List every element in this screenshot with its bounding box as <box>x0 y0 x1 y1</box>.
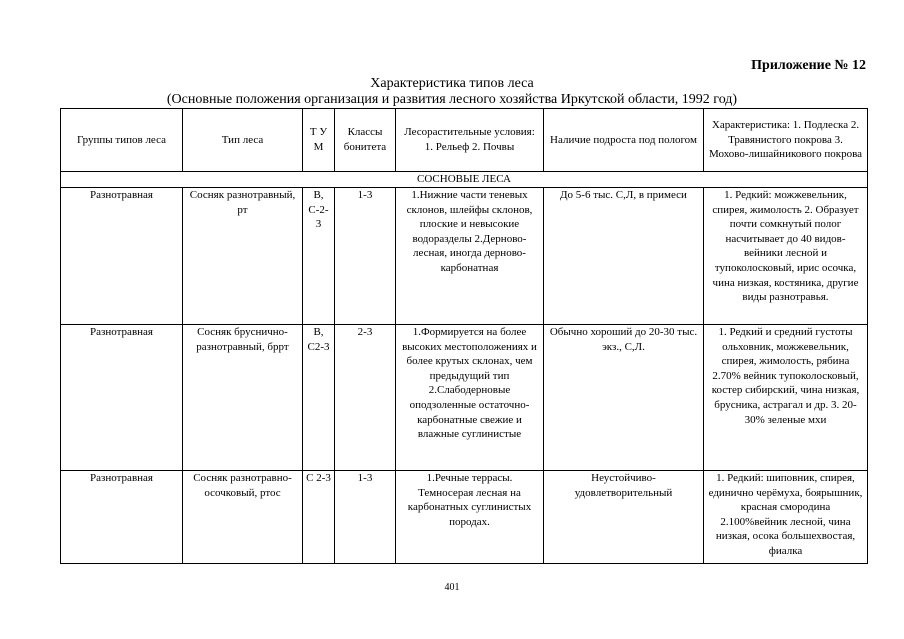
table-row <box>61 188 868 325</box>
document-title: Характеристика типов леса <box>370 76 534 91</box>
cell-bonitet: 2-3 <box>335 325 396 471</box>
header-characteristic: Характеристика: 1. Подлеска 2. Травянистого покрова 3. Мохово-лишайникового покрова <box>704 109 868 172</box>
header-bonitet: Классы бонитета <box>335 109 396 172</box>
cell-undergrowth: Обычно хороший до 20-30 тыс. экз., С,Л. <box>544 325 704 471</box>
header-conditions: Лесорастительные условия: 1. Рельеф 2. Почвы <box>396 109 544 172</box>
appendix-label: Приложение № 12 <box>751 58 866 73</box>
header-tum: Т У М <box>303 109 335 172</box>
header-type: Тип леса <box>183 109 303 172</box>
header-group: Группы типов леса <box>61 109 183 172</box>
cell-group: Разнотравная <box>61 325 183 471</box>
table-header-row <box>61 109 868 172</box>
page-number: 401 <box>444 582 460 593</box>
cell-type: Сосняк разнотравный, рт <box>183 188 303 325</box>
table-row <box>61 471 868 564</box>
header-undergrowth: Наличие подроста под пологом <box>544 109 704 172</box>
cell-tum: С 2-3 <box>303 471 335 564</box>
cell-type: Сосняк разнотравно-осочковый, ртос <box>183 471 303 564</box>
cell-bonitet: 1-3 <box>335 471 396 564</box>
cell-conditions: 1.Нижние части теневых склонов, шлейфы склонов, плоские и невысокие водоразделы 2.Дерново-лесная, иногда дерново-карбонатная <box>396 188 544 325</box>
section-label: СОСНОВЫЕ ЛЕСА <box>61 172 868 188</box>
section-row <box>61 172 868 188</box>
cell-type: Сосняк бруснично-разнотравный, бррт <box>183 325 303 471</box>
cell-tum: В, С-2-3 <box>303 188 335 325</box>
cell-bonitet: 1-3 <box>335 188 396 325</box>
forest-types-table <box>60 108 868 564</box>
cell-group: Разнотравная <box>61 471 183 564</box>
cell-conditions: 1.Речные террасы. Темносерая лесная на карбонатных суглинистых породах. <box>396 471 544 564</box>
cell-characteristic: 1. Редкий: шиповник, спирея, единично черёмуха, боярышник, красная смородина 2.100%вейник лесной, чина низкая, осока большехвостая, фиалка <box>704 471 868 564</box>
table-row <box>61 325 868 471</box>
cell-undergrowth: Неустойчиво-удовлетворительный <box>544 471 704 564</box>
cell-characteristic: 1. Редкий и средний густоты ольховник, можжевельник, спирея, жимолость, рябина 2.70% вейник тупоколосковый, костер сибирский, чина низкая, брусника, астрагал и др. 3. 20-30% зеленые мхи <box>704 325 868 471</box>
cell-conditions: 1.Формируется на более высоких местоположениях и более крутых склонах, чем предыдущий тип 2.Слабодерновые оподзоленные остаточно-карбонатные свежие и влажные суглинистые <box>396 325 544 471</box>
cell-characteristic: 1. Редкий: можжевельник, спирея, жимолость 2. Образует почти сомкнутый полог насчитывает до 40 видов-вейники лесной и тупоколосковый, ирис осочка, чина низкая, костяника, другие виды разнотравья. <box>704 188 868 325</box>
document-subtitle: (Основные положения организация и развития лесного хозяйства Иркутской области, 1992 год) <box>166 92 738 107</box>
cell-group: Разнотравная <box>61 188 183 325</box>
cell-undergrowth: До 5-6 тыс. С,Л, в примеси <box>544 188 704 325</box>
cell-tum: В, С2-3 <box>303 325 335 471</box>
